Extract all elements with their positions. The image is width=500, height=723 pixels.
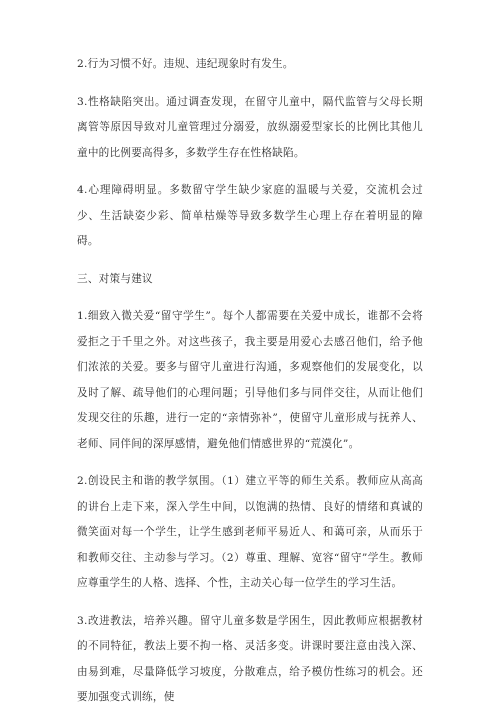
paragraph-psychological-barriers: 4.心理障碍明显。多数留守学生缺少家庭的温暖与关爱，交流机会过少、生活缺姿少彩、简单枯燥等导致多数学生心理上存在着明显的障碍。 — [77, 184, 423, 247]
document-body — [77, 52, 423, 723]
paragraph-behavior-habits: 2.行为习惯不好。违规、违纪现象时有发生。 — [77, 58, 294, 70]
paragraph-teaching-methods: 3.改进教法，培养兴趣。留守儿童多数是学困生，因此教师应根据教材的不同特征，教法上要不拘一格、灵活多变。讲课时要注意由浅入深、由易到难，尽量降低学习坡度，分散难点，给予模仿性练习的机会。还要加强变式训练，使 — [77, 614, 423, 703]
paragraph-harmonious-atmosphere: 2.创设民主和谐的教学氛围。（1）建立平等的师生关系。教师应从高高的讲台上走下来，深入学生中间，以饱满的热情、良好的情绪和真诚的微笑面对每一个学生，让学生感到老师平易近人、和蔼可亲，从而乐于和教师交往、主动参与学习。（2）尊重、理解、宽容“留守”学生。教师应尊重学生的人格、选择、个性，主动关心每一位学生的学习生活。 — [77, 475, 423, 589]
paragraph-care-for-students: 1.细致入微关爱“留守学生”。每个人都需要在关爱中成长，谁都不会将爱拒之于千里之外。对这些孩子，我主要是用爱心去感召他们，给予他们浓浓的关爱。要多与留守儿童进行沟通，多观察他们的发展变化，以及时了解、疏导他们的心理问题；引导他们多与同伴交往，从而让他们发现交往的乐趣，进行一定的“亲情弥补”，使留守儿童形成与抚养人、老师、同伴间的深厚感情，避免他们情感世界的“荒漠化”。 — [77, 310, 423, 450]
section-heading-countermeasures: 三、对策与建议 — [77, 272, 153, 285]
paragraph-personality-defects: 3.性格缺陷突出。通过调查发现，在留守儿童中，隔代监管与父母长期离管等原因导致对儿童管理过分溺爱，放纵溺爱型家长的比例比其他儿童中的比例要高得多，多数学生存在性格缺陷。 — [77, 95, 423, 159]
